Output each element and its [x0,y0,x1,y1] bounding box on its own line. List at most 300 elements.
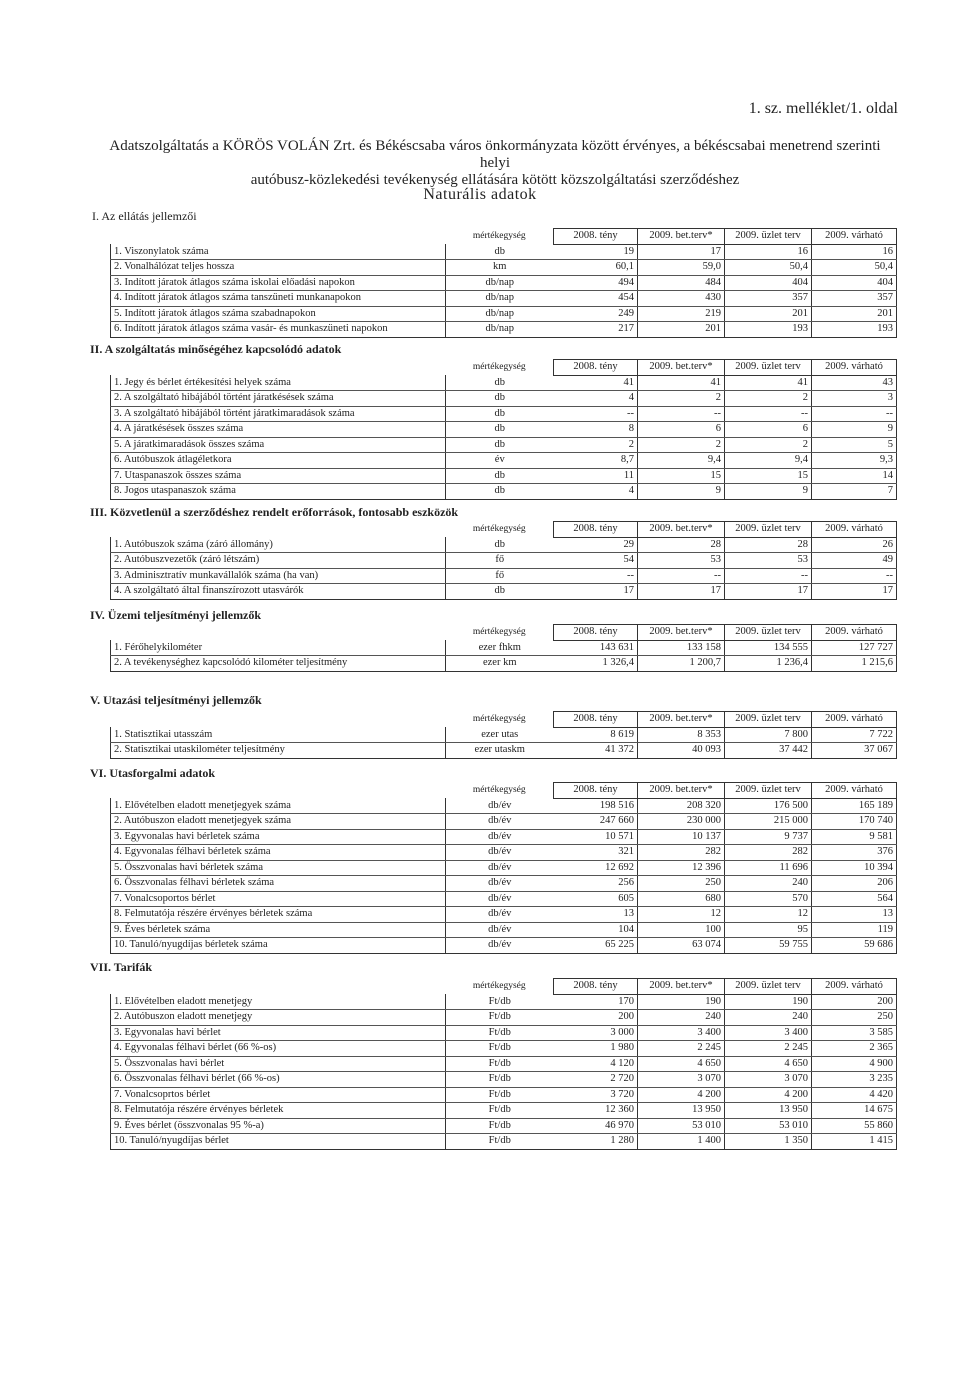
row-unit: Ft/db [446,1041,554,1057]
row-unit: db [446,484,554,500]
subheading: Naturális adatok [423,186,537,203]
header-unit: mértékegység [472,362,526,373]
row-unit: Ft/db [446,1056,554,1072]
row-value: 250 [638,876,725,892]
row-unit: db/év [446,907,554,923]
row-value: 2 245 [638,1041,725,1057]
row-label: 5. Összvonalas havi bérlet [111,1056,446,1072]
row-value: 46 970 [554,1118,638,1134]
row-value: 4 200 [638,1087,725,1103]
table-header-row [111,522,897,538]
row-value: 37 442 [725,743,812,759]
row-unit: db [446,375,554,391]
row-label: 1. Statisztikai utasszám [111,727,446,743]
row-value: 95 [725,922,812,938]
row-value: 13 950 [725,1103,812,1119]
row-value: 28 [725,537,812,553]
header-blank [111,712,446,728]
data-table [110,782,897,954]
row-value: 282 [638,845,725,861]
row-value: 55 860 [812,1118,897,1134]
row-value: 13 [554,907,638,923]
row-value: 200 [554,1010,638,1026]
row-value: 4 900 [812,1056,897,1072]
section-title: VII. Tarifák [90,960,153,974]
row-label: 7. Utaspanaszok összes száma [111,468,446,484]
page-label: 1. sz. melléklet/1. oldal [748,100,898,117]
row-value: 564 [812,891,897,907]
row-value: 3 [812,391,897,407]
row-value: 200 [812,994,897,1010]
row-value: -- [812,406,897,422]
header-2009-betterv: 2009. bet.terv* [638,979,725,995]
row-value: 37 067 [812,743,897,759]
row-label: 3. Egyvonalas havi bérletek száma [111,829,446,845]
row-value: 165 189 [812,798,897,814]
row-unit: db/nap [446,306,554,322]
row-value: 208 320 [638,798,725,814]
row-value: 170 [554,994,638,1010]
row-value: 240 [638,1010,725,1026]
row-value: 217 [554,322,638,338]
row-label: 9. Éves bérletek száma [111,922,446,938]
row-label: 1. Elővételben eladott menetjegyek száma [111,798,446,814]
row-value: 321 [554,845,638,861]
table-row [111,876,897,892]
row-unit: db [446,468,554,484]
row-unit: ezer km [446,656,554,672]
header-2009-uzletterv: 2009. üzlet terv [725,360,812,376]
row-value: 1 400 [638,1134,725,1150]
section-title: IV. Üzemi teljesítményi jellemzők [90,608,262,622]
table-row [111,743,897,759]
row-value: 53 [638,553,725,569]
row-unit: Ft/db [446,1010,554,1026]
row-label: 3. Egyvonalas havi bérlet [111,1025,446,1041]
header-unit: mértékegység [472,524,526,535]
row-value: 2 245 [725,1041,812,1057]
row-value: 249 [554,306,638,322]
row-value: 12 396 [638,860,725,876]
row-value: 2 [725,437,812,453]
row-value: 4 650 [638,1056,725,1072]
table-row [111,291,897,307]
table-row [111,391,897,407]
row-label: 6. Indított járatok átlagos száma vasár- és munkaszüneti napokon [111,322,446,338]
row-label: 8. Felmutatója részére érvényes bérletek [111,1103,446,1119]
table-header-row [111,979,897,995]
row-value: 215 000 [725,814,812,830]
table-header-row [111,229,897,245]
row-value: 176 500 [725,798,812,814]
row-value: 201 [812,306,897,322]
row-label: 2. A szolgáltató hibájából történt járatkésések száma [111,391,446,407]
row-value: -- [725,568,812,584]
table-row [111,244,897,260]
table-row [111,1041,897,1057]
row-unit: db/év [446,814,554,830]
row-value: 404 [812,275,897,291]
row-label: 1. Viszonylatok száma [111,244,446,260]
header-unit: mértékegység [472,785,526,796]
row-value: 53 010 [725,1118,812,1134]
row-value: 193 [725,322,812,338]
table-row [111,829,897,845]
header-2009-varhato: 2009. várható [812,360,897,376]
row-value: 9 [812,422,897,438]
row-value: 1 980 [554,1041,638,1057]
row-value: 13 [812,907,897,923]
row-label: 10. Tanuló/nyugdíjas bérlet [111,1134,446,1150]
table-header-row [111,360,897,376]
header-2009-uzletterv: 2009. üzlet terv [725,712,812,728]
header-unit: mértékegység [472,231,526,242]
section-title: II. A szolgáltatás minőségéhez kapcsolódó adatok [90,342,342,356]
row-value: 4 [554,391,638,407]
row-value: 4 [554,484,638,500]
header-2009-varhato: 2009. várható [812,783,897,799]
row-value: 43 [812,375,897,391]
row-unit: Ft/db [446,1134,554,1150]
row-value: 1 415 [812,1134,897,1150]
header-unit: mértékegység [472,714,526,725]
table-row [111,994,897,1010]
row-value: 133 158 [638,640,725,656]
row-unit: db [446,437,554,453]
row-value: 430 [638,291,725,307]
header-2009-uzletterv: 2009. üzlet terv [725,625,812,641]
row-unit: év [446,453,554,469]
header-2008-teny: 2008. tény [554,712,638,728]
table-row [111,484,897,500]
table-row [111,798,897,814]
row-unit: ezer utaskm [446,743,554,759]
row-value: 11 696 [725,860,812,876]
row-value: 49 [812,553,897,569]
row-value: 17 [812,584,897,600]
row-value: 247 660 [554,814,638,830]
row-value: 41 [725,375,812,391]
header-2008-teny: 2008. tény [554,360,638,376]
table-row [111,375,897,391]
row-label: 8. Felmutatója részére érvényes bérletek száma [111,907,446,923]
header-2009-uzletterv: 2009. üzlet terv [725,979,812,995]
row-unit: db [446,422,554,438]
row-value: -- [554,568,638,584]
row-value: 4 420 [812,1087,897,1103]
row-value: 12 360 [554,1103,638,1119]
row-value: 8,7 [554,453,638,469]
row-unit: Ft/db [446,994,554,1010]
row-unit: db/év [446,876,554,892]
row-value: 53 [725,553,812,569]
row-unit: db/év [446,829,554,845]
document-title-line-1: Adatszolgáltatás a KÖRÖS VOLÁN Zrt. és Békéscsaba város önkormányzata között érvényes, a békéscsabai menetrend szerinti helyi [109,138,881,171]
row-value: 3 585 [812,1025,897,1041]
section-title: I. Az ellátás jellemzői [92,209,197,223]
header-2009-betterv: 2009. bet.terv* [638,712,725,728]
row-label: 7. Vonalcsoprtos bérlet [111,1087,446,1103]
row-value: 10 571 [554,829,638,845]
table-row [111,1056,897,1072]
row-value: 17 [725,584,812,600]
header-2008-teny: 2008. tény [554,979,638,995]
row-value: 250 [812,1010,897,1026]
table-row [111,922,897,938]
row-label: 6. Összvonalas félhavi bérletek száma [111,876,446,892]
row-unit: db/év [446,860,554,876]
section-title: V. Utazási teljesítményi jellemzők [90,693,262,707]
row-value: 376 [812,845,897,861]
row-label: 2. A tevékenységhez kapcsolódó kilométer teljesítmény [111,656,446,672]
row-value: 100 [638,922,725,938]
data-table [110,228,897,338]
header-2009-varhato: 2009. várható [812,979,897,995]
table-row [111,568,897,584]
row-label: 2. Vonalhálózat teljes hossza [111,260,446,276]
row-value: 2 [554,437,638,453]
row-value: 15 [638,468,725,484]
row-unit: db/év [446,922,554,938]
row-value: 15 [725,468,812,484]
row-value: 219 [638,306,725,322]
row-value: 206 [812,876,897,892]
row-value: 240 [725,876,812,892]
row-value: 12 [638,907,725,923]
row-value: -- [554,406,638,422]
row-value: 17 [554,584,638,600]
table-row [111,1103,897,1119]
table-row [111,437,897,453]
table-row [111,656,897,672]
row-value: 41 [638,375,725,391]
document-title [100,138,890,189]
row-value: 59 686 [812,938,897,954]
table-row [111,468,897,484]
row-value: 12 692 [554,860,638,876]
row-value: 1 236,4 [725,656,812,672]
row-label: 2. Autóbuszvezetők (záró létszám) [111,553,446,569]
header-2009-varhato: 2009. várható [812,712,897,728]
row-value: 1 215,6 [812,656,897,672]
table-header-row [111,783,897,799]
row-value: 28 [638,537,725,553]
section-title: VI. Utasforgalmi adatok [90,766,215,780]
row-value: 9 [725,484,812,500]
row-value: 2 365 [812,1041,897,1057]
header-2008-teny: 2008. tény [554,522,638,538]
row-label: 10. Tanuló/nyugdíjas bérletek száma [111,938,446,954]
row-unit: db [446,244,554,260]
row-value: 3 235 [812,1072,897,1088]
data-table [110,978,897,1150]
row-value: 53 010 [638,1118,725,1134]
table-row [111,306,897,322]
data-table [110,711,897,759]
header-2009-uzletterv: 2009. üzlet terv [725,522,812,538]
row-value: 9 [638,484,725,500]
row-label: 2. Autóbuszon eladott menetjegy [111,1010,446,1026]
row-value: 14 [812,468,897,484]
row-unit: Ft/db [446,1072,554,1088]
table-row [111,584,897,600]
row-value: 3 000 [554,1025,638,1041]
row-value: 2 [725,391,812,407]
row-value: 41 372 [554,743,638,759]
row-unit: Ft/db [446,1103,554,1119]
row-label: 3. Indított járatok átlagos száma iskolai előadási napokon [111,275,446,291]
table-row [111,406,897,422]
row-unit: Ft/db [446,1118,554,1134]
row-unit: Ft/db [446,1025,554,1041]
row-value: 494 [554,275,638,291]
row-label: 4. Indított járatok átlagos száma tanszüneti munkanapokon [111,291,446,307]
row-value: 4 200 [725,1087,812,1103]
table-row [111,1010,897,1026]
row-unit: db [446,537,554,553]
row-value: 680 [638,891,725,907]
row-value: 4 650 [725,1056,812,1072]
row-value: 1 326,4 [554,656,638,672]
table-row [111,1072,897,1088]
row-value: 605 [554,891,638,907]
row-value: 240 [725,1010,812,1026]
row-value: 170 740 [812,814,897,830]
row-value: 12 [725,907,812,923]
row-unit: fő [446,553,554,569]
row-value: 14 675 [812,1103,897,1119]
row-value: 6 [638,422,725,438]
row-value: 29 [554,537,638,553]
row-unit: db [446,391,554,407]
row-value: 7 722 [812,727,897,743]
row-value: 41 [554,375,638,391]
row-value: 9,4 [725,453,812,469]
table-row [111,891,897,907]
row-value: 201 [638,322,725,338]
row-unit: db [446,584,554,600]
row-value: 198 516 [554,798,638,814]
row-unit: ezer fhkm [446,640,554,656]
row-value: 9,4 [638,453,725,469]
table-header-row [111,712,897,728]
row-unit: db/év [446,798,554,814]
row-value: 10 394 [812,860,897,876]
row-value: 3 070 [638,1072,725,1088]
row-label: 2. Autóbuszon eladott menetjegyek száma [111,814,446,830]
table-row [111,537,897,553]
header-2009-varhato: 2009. várható [812,229,897,245]
document-title-line-2: autóbusz-közlekedési tevékenység ellátására kötött közszolgáltatási szerződéshez [250,172,740,188]
row-value: 7 800 [725,727,812,743]
row-label: 2. Statisztikai utaskilométer teljesítmény [111,743,446,759]
row-value: 17 [638,244,725,260]
row-value: 193 [812,322,897,338]
row-value: -- [725,406,812,422]
row-value: -- [638,568,725,584]
row-value: 63 074 [638,938,725,954]
row-value: 40 093 [638,743,725,759]
row-label: 3. Adminisztratív munkavállalók száma (ha van) [111,568,446,584]
row-value: 7 [812,484,897,500]
table-row [111,907,897,923]
row-value: 8 [554,422,638,438]
header-2009-betterv: 2009. bet.terv* [638,522,725,538]
section-title: III. Közvetlenül a szerződéshez rendelt erőforrások, fontosabb eszközök [90,505,459,519]
row-value: 570 [725,891,812,907]
row-unit: km [446,260,554,276]
table-row [111,640,897,656]
header-blank [111,229,446,245]
table-row [111,275,897,291]
row-value: 60,1 [554,260,638,276]
header-2008-teny: 2008. tény [554,625,638,641]
row-value: 127 727 [812,640,897,656]
row-value: 13 950 [638,1103,725,1119]
row-label: 1. Férőhelykilométer [111,640,446,656]
header-blank [111,360,446,376]
row-value: 8 619 [554,727,638,743]
header-unit: mértékegység [472,627,526,638]
row-value: 19 [554,244,638,260]
row-unit: db/nap [446,322,554,338]
row-value: 256 [554,876,638,892]
row-value: 201 [725,306,812,322]
row-value: 8 353 [638,727,725,743]
header-2008-teny: 2008. tény [554,229,638,245]
data-table [110,359,897,500]
row-label: 5. A járatkimaradások összes száma [111,437,446,453]
row-value: 4 120 [554,1056,638,1072]
row-unit: db/nap [446,275,554,291]
header-blank [111,979,446,995]
row-label: 9. Éves bérlet (összvonalas 95 %-a) [111,1118,446,1134]
row-label: 1. Autóbuszok száma (záró állomány) [111,537,446,553]
row-value: 50,4 [812,260,897,276]
row-value: 5 [812,437,897,453]
row-unit: db/év [446,891,554,907]
header-2008-teny: 2008. tény [554,783,638,799]
row-label: 6. Összvonalas félhavi bérlet (66 %-os) [111,1072,446,1088]
table-row [111,1134,897,1150]
table-row [111,938,897,954]
row-value: 190 [725,994,812,1010]
row-value: 2 720 [554,1072,638,1088]
header-2009-betterv: 2009. bet.terv* [638,625,725,641]
table-row [111,422,897,438]
row-label: 7. Vonalcsoportos bérlet [111,891,446,907]
data-table [110,624,897,672]
row-value: -- [638,406,725,422]
row-value: 357 [725,291,812,307]
table-row [111,260,897,276]
row-value: 282 [725,845,812,861]
header-blank [111,783,446,799]
table-row [111,322,897,338]
row-value: 17 [638,584,725,600]
row-value: 1 200,7 [638,656,725,672]
header-2009-varhato: 2009. várható [812,625,897,641]
row-value: 454 [554,291,638,307]
row-value: 50,4 [725,260,812,276]
row-value: 190 [638,994,725,1010]
row-label: 1. Jegy és bérlet értékesítési helyek száma [111,375,446,391]
row-value: 54 [554,553,638,569]
row-label: 4. Egyvonalas félhavi bérlet (66 %-os) [111,1041,446,1057]
row-value: 6 [725,422,812,438]
table-header-row [111,625,897,641]
row-value: 2 [638,391,725,407]
